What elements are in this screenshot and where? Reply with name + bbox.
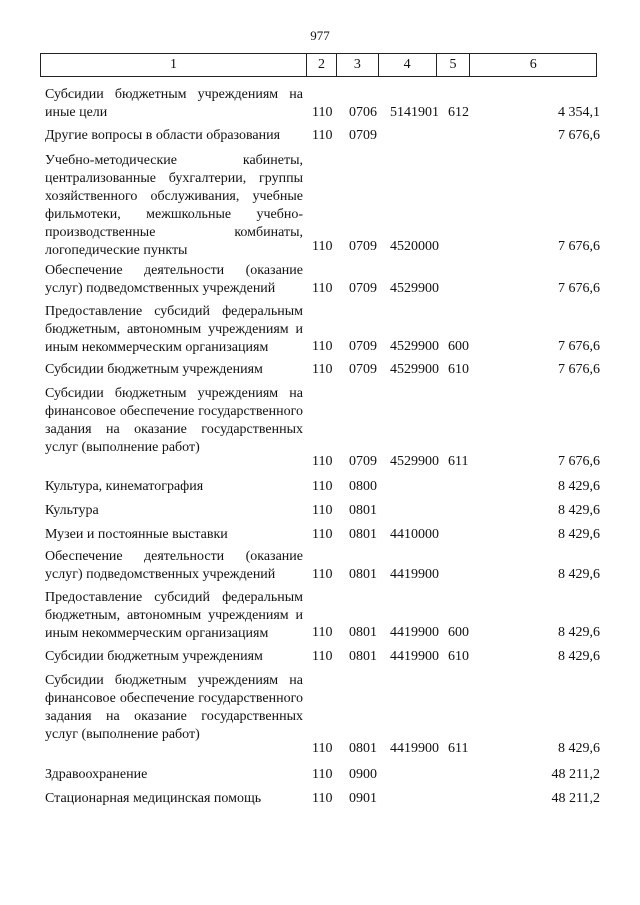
table-row <box>45 502 600 520</box>
row-target-code: 5141901 <box>390 105 439 120</box>
page-number: 977 <box>310 28 330 43</box>
row-target-code: 4419900 <box>390 741 439 756</box>
row-section-code: 0706 <box>349 105 377 120</box>
row-ministry-code: 110 <box>312 479 333 494</box>
row-codes <box>45 502 600 520</box>
row-amount: 7 676,6 <box>558 281 600 296</box>
row-codes <box>45 127 600 145</box>
row-amount: 7 676,6 <box>558 339 600 354</box>
row-name: Учебно-методические кабинеты, централизованные бухгалтерии, группы хозяйственного обслуживания, учебные фильмотеки, межшкольные учебно-производственные комбинаты, логопедические пункты <box>45 153 303 258</box>
row-amount: 4 354,1 <box>558 105 600 120</box>
row-target-code: 4419900 <box>390 649 439 664</box>
table-row <box>45 766 600 784</box>
row-section-code: 0801 <box>349 625 377 640</box>
table-row <box>45 648 600 666</box>
row-amount: 8 429,6 <box>558 625 600 640</box>
row-expense-type-code: 612 <box>448 105 469 120</box>
row-name: Стационарная медицинская помощь <box>45 791 262 806</box>
table-row <box>45 672 600 758</box>
table-row <box>45 790 600 808</box>
row-ministry-code: 110 <box>312 567 333 582</box>
header-col-5: 5 <box>436 54 470 76</box>
row-name: Субсидии бюджетным учреждениям <box>45 362 263 377</box>
row-section-code: 0709 <box>349 239 377 254</box>
row-section-code: 0801 <box>349 567 377 582</box>
row-amount: 7 676,6 <box>558 128 600 143</box>
row-ministry-code: 110 <box>312 362 333 377</box>
row-section-code: 0801 <box>349 503 377 518</box>
row-ministry-code: 110 <box>312 105 333 120</box>
row-ministry-code: 110 <box>312 454 333 469</box>
row-ministry-code: 110 <box>312 625 333 640</box>
row-amount: 7 676,6 <box>558 454 600 469</box>
table-row <box>45 303 600 356</box>
row-codes <box>45 478 600 496</box>
row-codes <box>45 453 600 471</box>
row-section-code: 0901 <box>349 791 377 806</box>
row-amount: 7 676,6 <box>558 362 600 377</box>
row-amount: 8 429,6 <box>558 567 600 582</box>
row-section-code: 0709 <box>349 362 377 377</box>
row-ministry-code: 110 <box>312 767 333 782</box>
row-target-code: 4410000 <box>390 527 439 542</box>
row-target-code: 4520000 <box>390 239 439 254</box>
table-row <box>45 548 600 584</box>
table-row <box>45 589 600 642</box>
table-row <box>45 86 600 122</box>
row-ministry-code: 110 <box>312 649 333 664</box>
row-amount: 8 429,6 <box>558 741 600 756</box>
row-codes <box>45 740 600 758</box>
row-section-code: 0801 <box>349 741 377 756</box>
row-expense-type-code: 611 <box>448 741 469 756</box>
row-target-code: 4529900 <box>390 362 439 377</box>
row-codes <box>45 238 600 256</box>
header-col-3: 3 <box>336 54 378 76</box>
row-codes <box>45 526 600 544</box>
row-amount: 7 676,6 <box>558 239 600 254</box>
table-row <box>45 361 600 379</box>
row-section-code: 0900 <box>349 767 377 782</box>
row-name: Культура, кинематография <box>45 479 204 494</box>
row-amount: 48 211,2 <box>551 767 600 782</box>
row-section-code: 0709 <box>349 281 377 296</box>
header-col-1: 1 <box>170 57 178 72</box>
row-name: Обеспечение деятельности (оказание услуг) подведомственных учреждений <box>45 549 303 582</box>
row-name: Культура <box>45 503 99 518</box>
table-row <box>45 127 600 145</box>
row-amount: 8 429,6 <box>558 649 600 664</box>
row-amount: 8 429,6 <box>558 503 600 518</box>
row-expense-type-code: 610 <box>448 649 469 664</box>
row-ministry-code: 110 <box>312 339 333 354</box>
row-ministry-code: 110 <box>312 791 333 806</box>
table-row <box>45 526 600 544</box>
row-name: Субсидии бюджетным учреждениям на иные цели <box>45 87 303 120</box>
row-section-code: 0709 <box>349 128 377 143</box>
row-ministry-code: 110 <box>312 128 333 143</box>
row-name: Субсидии бюджетным учреждениям на финансовое обеспечение государственного задания на оказание государственных услуг (выполнение работ) <box>45 386 303 455</box>
row-codes <box>45 766 600 784</box>
row-codes <box>45 790 600 808</box>
row-codes <box>45 361 600 379</box>
row-section-code: 0801 <box>349 527 377 542</box>
row-expense-type-code: 600 <box>448 339 469 354</box>
row-amount: 48 211,2 <box>551 791 600 806</box>
row-name: Здравоохранение <box>45 767 148 782</box>
row-section-code: 0801 <box>349 649 377 664</box>
row-name: Предоставление субсидий федеральным бюджетным, автономным учреждениям и иным некоммерческим организациям <box>45 590 303 641</box>
table-row <box>45 478 600 496</box>
row-name: Музеи и постоянные выставки <box>45 527 228 542</box>
row-ministry-code: 110 <box>312 503 333 518</box>
row-target-code: 4419900 <box>390 625 439 640</box>
row-name: Предоставление субсидий федеральным бюджетным, автономным учреждениям и иным некоммерческим организациям <box>45 304 303 355</box>
row-ministry-code: 110 <box>312 741 333 756</box>
row-target-code: 4529900 <box>390 454 439 469</box>
row-name: Субсидии бюджетным учреждениям на финансовое обеспечение государственного задания на оказание государственных услуг (выполнение работ) <box>45 673 303 742</box>
row-codes <box>45 648 600 666</box>
row-amount: 8 429,6 <box>558 527 600 542</box>
row-section-code: 0709 <box>349 454 377 469</box>
row-codes <box>45 624 600 642</box>
row-section-code: 0800 <box>349 479 377 494</box>
header-col-6: 6 <box>469 54 596 76</box>
row-name: Другие вопросы в области образования <box>45 128 281 143</box>
table-row <box>45 152 600 256</box>
row-name: Субсидии бюджетным учреждениям <box>45 649 263 664</box>
header-col-4: 4 <box>378 54 436 76</box>
row-codes <box>45 338 600 356</box>
table-row <box>45 262 600 298</box>
row-expense-type-code: 600 <box>448 625 469 640</box>
header-col-2: 2 <box>306 54 336 76</box>
row-codes <box>45 566 600 584</box>
row-codes <box>45 104 600 122</box>
row-name: Обеспечение деятельности (оказание услуг) подведомственных учреждений <box>45 263 303 296</box>
row-target-code: 4529900 <box>390 339 439 354</box>
row-amount: 8 429,6 <box>558 479 600 494</box>
row-ministry-code: 110 <box>312 239 333 254</box>
row-target-code: 4419900 <box>390 567 439 582</box>
table-row <box>45 385 600 471</box>
row-ministry-code: 110 <box>312 527 333 542</box>
row-target-code: 4529900 <box>390 281 439 296</box>
row-expense-type-code: 611 <box>448 454 469 469</box>
row-expense-type-code: 610 <box>448 362 469 377</box>
row-section-code: 0709 <box>349 339 377 354</box>
row-ministry-code: 110 <box>312 281 333 296</box>
row-codes <box>45 280 600 298</box>
